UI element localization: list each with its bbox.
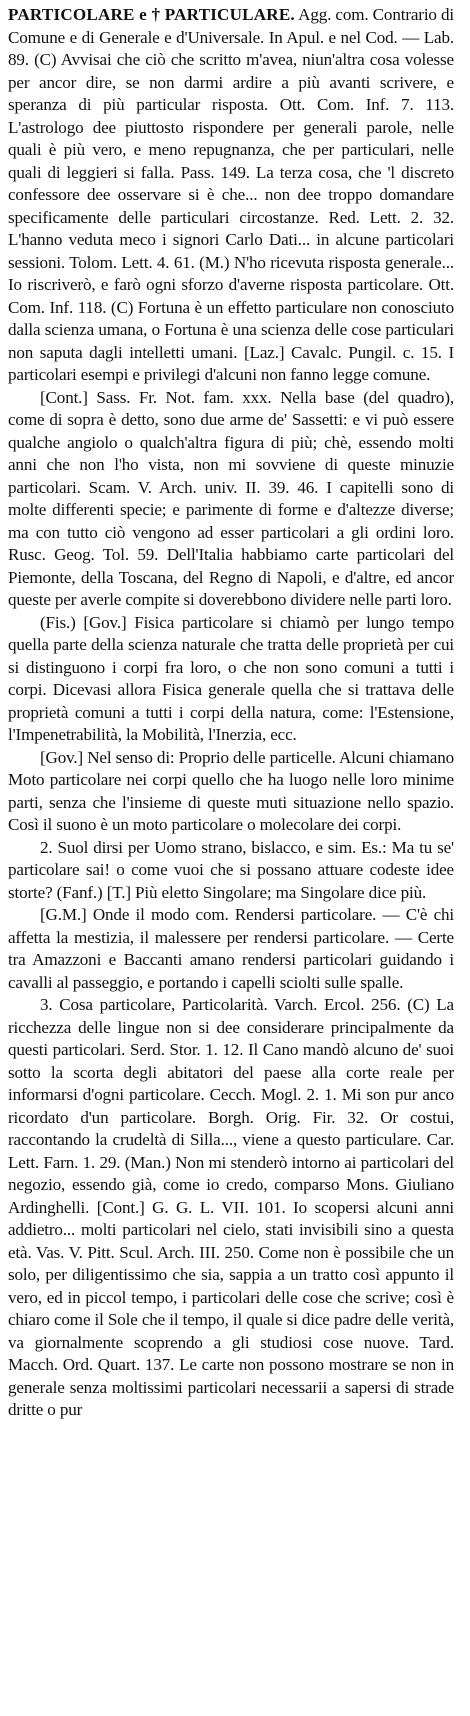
entry-paragraph-fis: (Fis.) [Gov.] Fisica particolare si chiamò per lungo tempo quella parte della scienza naturale che tratta delle proprietà per cui si distinguono i corpi fra loro, o che non sono comuni a tutti i corpi. Dicevasi allora Fisica generale quella che si trattava delle proprietà comuni a tutti i corpi della natura, come: l'Estensione, l'Impenetrabilità, la Mobilità, l'Inerzia, ecc.: [8, 612, 454, 744]
entry-paragraph-gov: [Gov.] Nel senso di: Proprio delle particelle. Alcuni chiamano Moto particolare nei corpi quello che ha luogo nelle loro minime parti, senza che l'insieme di queste muti situazione nello spazio. Così il suono è un moto particolare o molecolare dei corpi.: [8, 747, 454, 834]
headword: PARTICOLARE e † PARTICULARE.: [8, 5, 295, 24]
entry-paragraph-cont: [Cont.] Sass. Fr. Not. fam. xxx. Nella base (del quadro), come di sopra è detto, sono due arme de' Sassetti: e vi può essere qualche angiolo o qualch'altra figura di più; chè, essendo molti anni che non l'ho vista, non mi sovviene di queste minuzie particolari. Scam. V. Arch. univ. II. 39. 46. I capitelli sono di molte differenti specie; e parimente di forme e d'altezze diverse; ma con tutto ciò vengono ad esser particolari a gli ordini loro. Rusc. Geog. Tol. 59. Dell'Italia habbiamo carte particolari del Piemonte, della Toscana, del Regno di Napoli, e d'altre, ed ancor queste per averle compite si doverebbono dividere nelle parti loro.: [8, 387, 454, 609]
definition-main: Agg. com. Contrario di Comune e di Generale e d'Universale. In Apul. e nel Cod. — Lab. 89. (C) Avvisai che ciò che scritto m'avea, niun'altra cosa volesse per ancor dire, se non darmi ardire a più avanti scrivere, e speranza di più particular risposta. Ott. Com. Inf. 7. 113. L'astrologo dee piuttosto rispondere per generali parole, nelle quali è più vero, e meno repugnanza, che per particulari, nelle quali di leggieri si falla. Pass. 149. La terza cosa, che 'l discreto confessore dee osservare si è che... non dee troppo domandare specificamente delle particulari circostanze. Red. Lett. 2. 32. L'hanno veduta meco i signori Carlo Dati... in alcune particolari sessioni. Tolom. Lett. 4. 61. (M.) N'ho ricevuta risposta generale... Io riscriverò, e farò ogni sforzo d'averne risposta particolare. Ott. Com. Inf. 118. (C) Fortuna è un effetto particulare non conosciuto dalla scienza umana, o Fortuna è una scienza delle cose particulari non saputa dagli intelletti umani. [Laz.] Cavalc. Pungil. c. 15. I particolari esempi e privilegi d'alcuni non fanno legge comune.: [8, 5, 454, 384]
entry-paragraph-sense-2: 2. Suol dirsi per Uomo strano, bislacco, e sim. Es.: Ma tu se' particolare sai! o come vuoi che si possano attuare codeste idee storte? (Fanf.) [T.] Più eletto Singolare; ma Singolare dice più.: [8, 837, 454, 902]
entry-paragraph-gm: [G.M.] Onde il modo com. Rendersi particolare. — C'è chi affetta la mestizia, il malessere per rendersi particolare. — Certe tra Amazzoni e Baccanti amano rendersi particolari guidando i cavalli al passeggio, e portando i capelli sciolti sulle spalle.: [8, 905, 454, 992]
entry-paragraph-main: [8, 4, 454, 387]
entry-paragraph-sense-3: 3. Cosa particolare, Particolarità. Varch. Ercol. 256. (C) La ricchezza delle lingue non si dee considerare principalmente da questi particolari. Serd. Stor. 1. 12. Il Cano mandò alcuno de' suoi sotto la scorta degli abitatori del paese alla corte reale per informarsi d'ogni particolare. Cecch. Mogl. 2. 1. Mi son pur anco ricordato d'un particolare. Borgh. Orig. Fir. 32. Or costui, raccontando la crudeltà di Silla..., viene a questo particulare. Car. Lett. Farn. 1. 29. (Man.) Non mi stenderò intorno ai particolari del negozio, essendo già, come io credo, comparso Mons. Giuliano Ardinghelli. [Cont.] G. G. L. VII. 101. Io scopersi alcuni anni addietro... molti particolari nel cielo, stati invisibili sino a questa età. Vas. V. Pitt. Scul. Arch. III. 250. Come non è possibile che un solo, per diligentissimo che sia, sappia a un tratto così appunto il vero, ed in piccol tempo, i particolari delle cose che scrive; così è chiaro come il Sole che il tempo, il quale si dice padre delle verità, va giornalmente scoprendo a gli studiosi cose nuove. Tard. Macch. Ord. Quart. 137. Le carte non possono mostrare se non in generale senza moltissimi particolari necessarii a sapersi di strade dritte o pur: [8, 995, 454, 1419]
